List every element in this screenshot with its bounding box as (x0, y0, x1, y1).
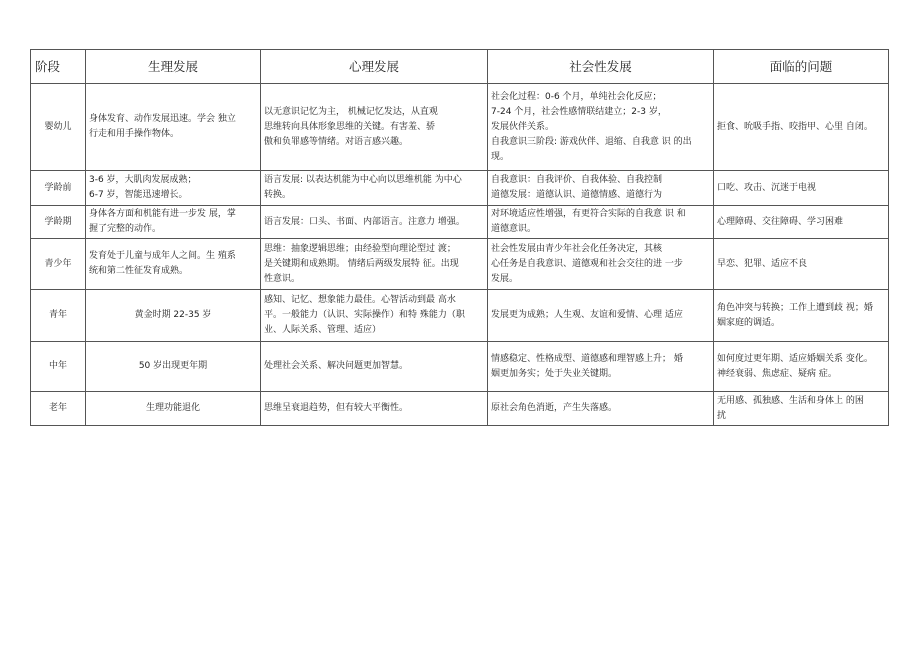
header-problems: 面临的问题 (714, 50, 889, 84)
physiological-cell: 黄金时期 22-35 岁 (86, 290, 261, 342)
problems-cell: 角色冲突与转换；工作上遭到歧 视；婚 姻家庭的调适。 (714, 290, 889, 342)
table-row (31, 392, 889, 426)
social-cell: 社会化过程：0-6 个月，单纯社会化反应； 7-24 个月，社会性感情联结建立；2-3 岁， 发展伙伴关系。 自我意识三阶段: 游戏伙伴、退缩、自我意 识 的出 现。 (488, 84, 714, 171)
header-psychological: 心理发展 (261, 50, 488, 84)
problems-cell: 无用感、孤独感、生活和身体上 的困 扰 (714, 392, 889, 426)
stage-cell: 青年 (31, 290, 86, 342)
physiological-cell: 发育处于儿童与成年人之间。生 殖系 统和第二性征发育成熟。 (86, 239, 261, 290)
table-row (31, 171, 889, 206)
stage-cell: 学龄期 (31, 206, 86, 239)
psychological-cell: 语言发展：口头、书面、内部语言。注意力 增强。 (261, 206, 488, 239)
table-row (31, 239, 889, 290)
physiological-cell: 50 岁出现更年期 (86, 342, 261, 392)
social-cell: 对环境适应性增强，有更符合实际的自我意 识 和 道德意识。 (488, 206, 714, 239)
stage-cell: 婴幼儿 (31, 84, 86, 171)
physiological-cell: 3-6 岁，大肌肉发展成熟； 6-7 岁，智能迅速增长。 (86, 171, 261, 206)
social-cell: 原社会角色消逝，产生失落感。 (488, 392, 714, 426)
psychological-cell: 思维：抽象逻辑思维；由经验型向理论型过 渡； 是关键期和成熟期。 情绪后两级发展特 征。出现 性意识。 (261, 239, 488, 290)
social-cell: 自我意识：自我评价、自我体验、自我控制 道德发展：道德认识、道德情感、道德行为 (488, 171, 714, 206)
table-row (31, 84, 889, 171)
social-cell: 发展更为成熟；人生观、友谊和爱情、心理 适应 (488, 290, 714, 342)
header-social: 社会性发展 (488, 50, 714, 84)
physiological-cell: 生理功能退化 (86, 392, 261, 426)
header-stage: 阶段 (31, 50, 86, 84)
table-header-row (31, 50, 889, 84)
psychological-cell: 以无意识记忆为主， 机械记忆发达，从直观 思维转向具体形象思维的关键。有害羞、骄 傲和负罪感等情绪。对语言感兴趣。 (261, 84, 488, 171)
stage-cell: 青少年 (31, 239, 86, 290)
table-row (31, 290, 889, 342)
psychological-cell: 感知、记忆、想象能力最佳。心智活动到最 高水 平。一般能力（认识、实际操作）和特 殊能力（职 业、人际关系、管理、适应） (261, 290, 488, 342)
problems-cell: 早恋、犯罪、适应不良 (714, 239, 889, 290)
psychological-cell: 处理社会关系、解决问题更加智慧。 (261, 342, 488, 392)
social-cell: 情感稳定、性格成型、道德感和理智感上升； 婚 姻更加务实；处于失业关键期。 (488, 342, 714, 392)
development-stages-table (30, 49, 889, 426)
physiological-cell: 身体各方面和机能有进一步发 展，掌 握了完整的动作。 (86, 206, 261, 239)
stage-cell: 老年 (31, 392, 86, 426)
problems-cell: 心理障碍、交往障碍、学习困难 (714, 206, 889, 239)
header-physiological: 生理发展 (86, 50, 261, 84)
problems-cell: 如何度过更年期、适应婚姻关系 变化。 神经衰弱、焦虑症、疑病 症。 (714, 342, 889, 392)
problems-cell: 口吃、攻击、沉迷于电视 (714, 171, 889, 206)
stage-cell: 中年 (31, 342, 86, 392)
social-cell: 社会性发展由青少年社会化任务决定，其核 心任务是自我意识、道德观和社会交往的进 一步 发展。 (488, 239, 714, 290)
problems-cell: 拒食、吮吸手指、咬指甲、心里 自闭。 (714, 84, 889, 171)
stage-cell: 学龄前 (31, 171, 86, 206)
table-row (31, 206, 889, 239)
table-row (31, 342, 889, 392)
psychological-cell: 思维呈衰退趋势，但有较大平衡性。 (261, 392, 488, 426)
physiological-cell: 身体发育、动作发展迅速。学会 独立 行走和用手操作物体。 (86, 84, 261, 171)
psychological-cell: 语言发展: 以表达机能为中心向以思维机能 为中心 转换。 (261, 171, 488, 206)
